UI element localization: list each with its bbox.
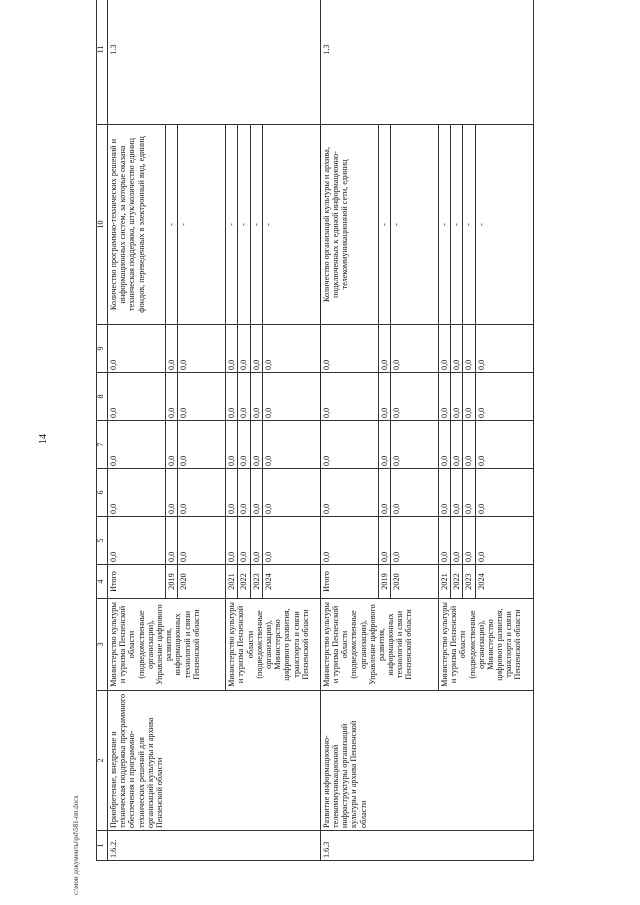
value-cell: 0,0 (178, 469, 226, 517)
column-number-cell: 6 (97, 469, 108, 517)
value-cell: 0,0 (378, 325, 390, 373)
indicator-value: - (238, 125, 250, 325)
indicator-value: - (463, 125, 475, 325)
column-number-cell: 4 (97, 565, 108, 599)
footer-file-path: c:\мои документы\рd\581-пп.docx (72, 795, 80, 895)
indicator-value: - (438, 125, 450, 325)
value-cell: 0,0 (238, 517, 250, 565)
indicator-value: - (475, 125, 533, 325)
executor-cell: Министерство культуры и туризма Пензенской области (подведомственные организации), Управление цифрового развития, информационных технологий и связи Пензенской области (320, 599, 438, 691)
period-cell: 2021 (438, 565, 450, 599)
value-cell: 0,0 (475, 421, 533, 469)
value-cell: 0,0 (463, 373, 475, 421)
value-cell: 0,0 (451, 421, 463, 469)
column-number-cell: 10 (97, 125, 108, 325)
column-number-cell: 7 (97, 421, 108, 469)
value-cell: 0,0 (390, 421, 438, 469)
value-cell: 0,0 (178, 373, 226, 421)
linked-goal-number: 1.3 (320, 0, 533, 125)
value-cell: 0,0 (178, 421, 226, 469)
value-cell: 0,0 (463, 325, 475, 373)
value-cell: 0,0 (238, 325, 250, 373)
value-cell: 0,0 (166, 517, 178, 565)
period-cell: 2024 (475, 565, 533, 599)
value-cell: 0,0 (166, 421, 178, 469)
column-number-cell: 1 (97, 831, 108, 861)
value-cell: 0,0 (438, 373, 450, 421)
value-cell: 0,0 (250, 517, 262, 565)
value-cell: 0,0 (438, 517, 450, 565)
value-cell: 0,0 (178, 325, 226, 373)
value-cell: 0,0 (438, 325, 450, 373)
value-cell: 0,0 (320, 325, 378, 373)
value-cell: 0,0 (475, 373, 533, 421)
value-cell: 0,0 (320, 421, 378, 469)
value-cell: 0,0 (226, 517, 238, 565)
indicator-value: - (262, 125, 320, 325)
value-cell: 0,0 (166, 469, 178, 517)
period-cell: 2020 (390, 565, 438, 599)
period-cell: 2022 (238, 565, 250, 599)
value-cell: 0,0 (108, 325, 166, 373)
value-cell: 0,0 (238, 469, 250, 517)
period-cell: 2024 (262, 565, 320, 599)
indicator-value: - (378, 125, 390, 325)
value-cell: 0,0 (320, 373, 378, 421)
value-cell: 0,0 (108, 373, 166, 421)
executor-cell: Министерство культуры и туризма Пензенской области (подведомственные организации), Министерство цифрового развития, транспорта и связи Пензенской области (226, 599, 321, 691)
indicator-value: - (226, 125, 238, 325)
value-cell: 0,0 (250, 373, 262, 421)
period-cell: 2019 (166, 565, 178, 599)
value-cell: 0,0 (451, 469, 463, 517)
value-cell: 0,0 (475, 469, 533, 517)
value-cell: 0,0 (475, 517, 533, 565)
period-cell: 2021 (226, 565, 238, 599)
value-cell: 0,0 (250, 325, 262, 373)
period-cell: 2023 (250, 565, 262, 599)
indicator-value: - (166, 125, 178, 325)
value-cell: 0,0 (238, 421, 250, 469)
value-cell: 0,0 (320, 469, 378, 517)
period-cell: 2019 (378, 565, 390, 599)
column-number-cell: 8 (97, 373, 108, 421)
value-cell: 0,0 (378, 469, 390, 517)
indicator-value: - (178, 125, 226, 325)
value-cell: 0,0 (250, 469, 262, 517)
column-number-cell: 2 (97, 691, 108, 831)
value-cell: 0,0 (463, 517, 475, 565)
measure-number: 1.6.3 (320, 831, 533, 861)
period-cell: Итого (320, 565, 378, 599)
value-cell: 0,0 (108, 517, 166, 565)
value-cell: 0,0 (463, 469, 475, 517)
executor-cell: Министерство культуры и туризма Пензенской области (подведомственные организации), Управление цифрового развития, информационных технологий и связи Пензенской области (108, 599, 226, 691)
table-row (320, 0, 378, 861)
value-cell: 0,0 (378, 373, 390, 421)
value-cell: 0,0 (390, 373, 438, 421)
value-cell: 0,0 (378, 421, 390, 469)
period-cell: 2023 (463, 565, 475, 599)
period-cell: 2020 (178, 565, 226, 599)
value-cell: 0,0 (390, 517, 438, 565)
measure-title: Приобретение, внедрение и техническая поддержка программного обеспечения и программно-технических решений для организаций культуры и архива Пензенской области (108, 691, 321, 831)
value-cell: 0,0 (475, 325, 533, 373)
value-cell: 0,0 (320, 517, 378, 565)
value-cell: 0,0 (438, 421, 450, 469)
value-cell: 0,0 (451, 517, 463, 565)
value-cell: 0,0 (108, 469, 166, 517)
rotated-page-content (96, 27, 634, 861)
column-number-cell: 11 (97, 0, 108, 125)
value-cell: 0,0 (178, 517, 226, 565)
table-body (97, 0, 534, 861)
value-cell: 0,0 (238, 373, 250, 421)
indicator-value: - (390, 125, 438, 325)
value-cell: 0,0 (226, 421, 238, 469)
measure-title: Развитие информационно-телекоммуникационной инфраструктуры организаций культуры и архива Пензенской области (320, 691, 533, 831)
column-number-cell: 9 (97, 325, 108, 373)
column-number-cell: 3 (97, 599, 108, 691)
indicator-value: - (451, 125, 463, 325)
period-cell: Итого (108, 565, 166, 599)
linked-goal-number: 1.3 (108, 0, 321, 125)
indicator-name: Количество организаций культуры и архива, подключенных к единой информационно-телекоммуникационной сети, единиц (320, 125, 378, 325)
value-cell: 0,0 (438, 469, 450, 517)
value-cell: 0,0 (262, 421, 320, 469)
value-cell: 0,0 (108, 421, 166, 469)
value-cell: 0,0 (262, 517, 320, 565)
value-cell: 0,0 (226, 325, 238, 373)
value-cell: 0,0 (378, 517, 390, 565)
value-cell: 0,0 (390, 469, 438, 517)
value-cell: 0,0 (451, 373, 463, 421)
column-number-cell: 5 (97, 517, 108, 565)
value-cell: 0,0 (226, 373, 238, 421)
value-cell: 0,0 (451, 325, 463, 373)
indicator-value: - (250, 125, 262, 325)
period-cell: 2022 (451, 565, 463, 599)
column-number-row (97, 0, 108, 861)
value-cell: 0,0 (463, 421, 475, 469)
executor-cell: Министерство культуры и туризма Пензенской области (подведомственные организации), Министерство цифрового развития, транспорта и связи Пензенской области (438, 599, 533, 691)
program-measures-table (96, 0, 534, 861)
page-number: 14 (38, 434, 49, 444)
value-cell: 0,0 (390, 325, 438, 373)
measure-number: 1.6.2. (108, 831, 321, 861)
value-cell: 0,0 (226, 469, 238, 517)
value-cell: 0,0 (262, 373, 320, 421)
table-row (108, 0, 166, 861)
value-cell: 0,0 (262, 469, 320, 517)
value-cell: 0,0 (250, 421, 262, 469)
value-cell: 0,0 (166, 325, 178, 373)
value-cell: 0,0 (262, 325, 320, 373)
value-cell: 0,0 (166, 373, 178, 421)
indicator-name: Количество программно-технических решений и информационных систем, за которые оказана техническая поддержка, штук/количество единиц фондов, переведенных в электронный вид, единиц (108, 125, 166, 325)
